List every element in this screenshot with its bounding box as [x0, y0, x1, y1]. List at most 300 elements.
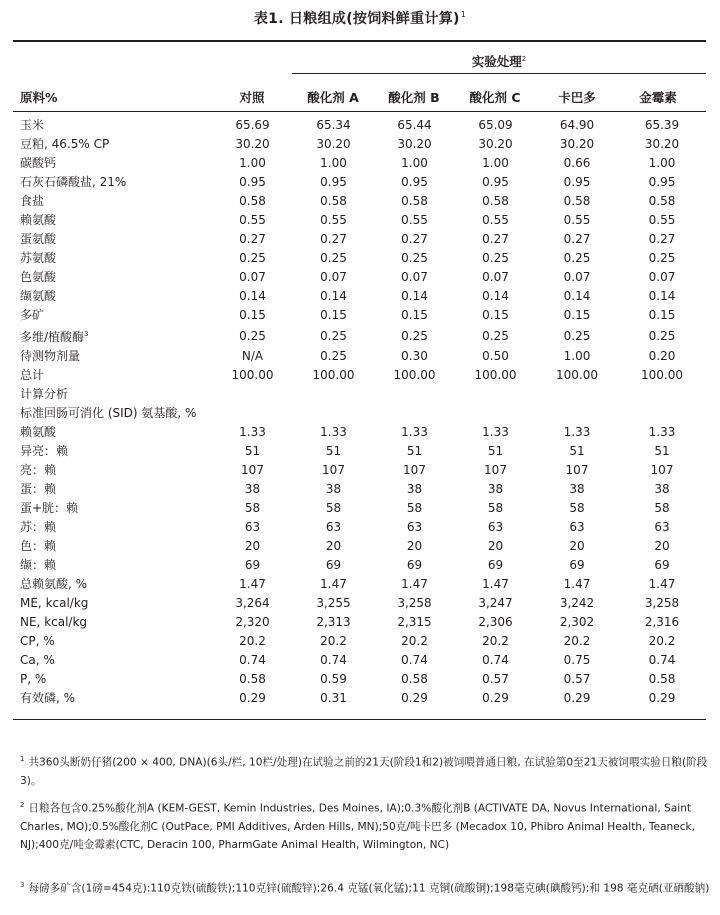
table-cell: 0.25 — [320, 251, 347, 265]
table-row — [13, 249, 706, 268]
table-cell: 0.74 — [320, 653, 347, 667]
table-cell: 38 — [406, 482, 423, 496]
table-cell: 0.29 — [563, 691, 591, 705]
footnote-2-mark: 2 — [20, 801, 25, 809]
row-label-text: Ca, % — [20, 653, 55, 667]
table-cell: 58 — [244, 501, 261, 515]
table-cell: 30.20 — [397, 137, 432, 151]
table-cell: 100.00 — [393, 368, 436, 382]
table-row — [13, 325, 706, 347]
table-cell: 63 — [406, 520, 423, 534]
table-cell: 1.00 — [648, 156, 676, 170]
col-header-control: 对照 — [239, 90, 265, 105]
table-cell: 0.55 — [648, 213, 676, 227]
title-footnote-mark: 1 — [460, 10, 467, 20]
table-cell — [212, 385, 293, 404]
footnote-1 — [20, 750, 710, 790]
footnote-3-mark: 3 — [20, 881, 25, 889]
table-cell: 0.07 — [401, 270, 428, 284]
table-cell: 3,258 — [644, 596, 680, 610]
table-cell: 51 — [569, 444, 585, 458]
table-title-text: 表1. 日粮组成(按饲料鲜重计算) — [253, 11, 460, 27]
table-cell — [618, 385, 706, 404]
table-cell: 1.33 — [563, 425, 591, 439]
table-row — [13, 499, 706, 518]
table-cell: 0.55 — [563, 213, 591, 227]
table-cell: 0.25 — [648, 251, 676, 265]
row-label — [13, 442, 212, 461]
row-label — [13, 423, 212, 442]
row-footnote-mark: 3 — [84, 330, 89, 338]
group-rule — [292, 73, 706, 74]
treatment-group-header — [292, 52, 706, 70]
row-label-text: 计算分析 — [20, 387, 69, 401]
table-cell: 69 — [654, 558, 670, 572]
col-header-acidifier-b: 酸化剂 B — [388, 90, 440, 105]
table-cell: 0.58 — [648, 672, 676, 686]
table-cell: 65.69 — [235, 118, 270, 132]
footnote-2 — [20, 796, 710, 854]
col-header-acidifier-a: 酸化剂 A — [307, 90, 359, 105]
table-cell: 1.47 — [401, 577, 428, 591]
table-row — [13, 347, 706, 366]
table-cell: 0.57 — [482, 672, 509, 686]
table-cell: 0.27 — [401, 232, 428, 246]
row-label-text: 待测物剂量 — [20, 349, 81, 363]
row-label-text: 异亮：赖 — [20, 444, 69, 458]
table-cell: 0.27 — [563, 232, 591, 246]
table-cell: 20 — [569, 539, 585, 553]
table-cell: 51 — [487, 444, 504, 458]
footnote-3 — [20, 876, 710, 898]
table-cell: 69 — [569, 558, 585, 572]
row-label-text: CP, % — [20, 634, 55, 648]
table-cell: 0.50 — [482, 349, 509, 363]
row-label — [13, 518, 212, 537]
table-cell: 63 — [569, 520, 585, 534]
table-cell: 2,315 — [397, 615, 432, 629]
table-cell: 20.2 — [563, 634, 591, 648]
table-row — [13, 651, 706, 670]
table-row — [13, 537, 706, 556]
table-cell: 1.33 — [320, 425, 347, 439]
table-cell: 100.00 — [312, 368, 355, 382]
table-cell: 1.47 — [563, 577, 591, 591]
table-cell: 0.14 — [320, 289, 347, 303]
table-cell: 63 — [654, 520, 670, 534]
row-label-text: 缬氨酸 — [20, 289, 57, 303]
table-row — [13, 366, 706, 385]
table-cell: 0.25 — [482, 251, 509, 265]
table-cell: 0.95 — [239, 175, 266, 189]
header-rule — [13, 111, 706, 112]
table-cell: 0.29 — [482, 691, 509, 705]
table-cell: 0.74 — [482, 653, 509, 667]
table-row — [13, 404, 706, 423]
row-label — [13, 173, 212, 192]
table-cell: 0.25 — [482, 328, 509, 343]
table-cell: 0.74 — [401, 653, 428, 667]
table-cell: 1.47 — [482, 577, 509, 591]
row-label-text: NE, kcal/kg — [20, 615, 88, 629]
table-cell: 20 — [406, 539, 423, 553]
table-cell: 0.07 — [648, 270, 676, 284]
row-label — [13, 594, 212, 613]
table-cell: 20.2 — [401, 634, 428, 648]
table-cell: 0.27 — [648, 232, 676, 246]
table-cell — [212, 404, 293, 423]
table-row — [13, 594, 706, 613]
table-cell: 0.74 — [239, 653, 266, 667]
table-cell — [455, 385, 536, 404]
table-cell: 2,320 — [235, 615, 270, 629]
row-label-text: ME, kcal/kg — [20, 596, 89, 610]
table-cell — [293, 404, 374, 423]
table-cell — [536, 404, 618, 423]
table-cell: 0.29 — [648, 691, 676, 705]
table-row — [13, 575, 706, 594]
row-label-text: 色：赖 — [20, 539, 57, 553]
table-row — [13, 480, 706, 499]
table-cell: 3,255 — [316, 596, 351, 610]
row-label — [13, 689, 212, 708]
table-cell: 0.58 — [401, 672, 428, 686]
table-cell: 0.14 — [648, 289, 676, 303]
table-cell: 3,242 — [559, 596, 595, 610]
row-label-text: 赖氨酸 — [20, 213, 57, 227]
table-cell: 0.27 — [482, 232, 509, 246]
table-cell: 1.47 — [648, 577, 676, 591]
table-cell: 0.29 — [239, 691, 266, 705]
col-header-carbadox: 卡巴多 — [558, 90, 596, 105]
table-cell: 1.47 — [320, 577, 347, 591]
row-label — [13, 385, 212, 404]
table-row — [13, 613, 706, 632]
table-row — [13, 689, 706, 708]
table-cell: 69 — [325, 558, 342, 572]
row-label — [13, 404, 212, 423]
row-label — [13, 116, 212, 135]
row-label — [13, 575, 212, 594]
row-label — [13, 651, 212, 670]
row-label — [13, 537, 212, 556]
table-row — [13, 211, 706, 230]
table-cell: 0.25 — [648, 328, 676, 343]
table-cell: 0.55 — [320, 213, 347, 227]
table-cell: 107 — [322, 463, 345, 477]
table-cell: 3,258 — [397, 596, 432, 610]
table-row — [13, 154, 706, 173]
row-label-text: 多维/植酸酶 — [20, 330, 85, 344]
table-row — [13, 556, 706, 575]
table-cell: 51 — [244, 444, 261, 458]
table-cell: 0.15 — [648, 308, 676, 322]
table-cell: 0.59 — [320, 672, 347, 686]
table-cell: 1.33 — [401, 425, 428, 439]
table-cell: 69 — [244, 558, 261, 572]
table-cell: 0.14 — [482, 289, 509, 303]
table-cell: 0.15 — [482, 308, 509, 322]
table-cell: 30.20 — [559, 137, 595, 151]
table-cell: 100.00 — [556, 368, 598, 382]
row-label — [13, 366, 212, 385]
table-cell: 0.30 — [401, 349, 428, 363]
table-cell: 1.00 — [482, 156, 509, 170]
row-label-text: 石灰石磷酸盐, 21% — [20, 175, 127, 189]
table-row — [13, 135, 706, 154]
table-cell: 0.15 — [401, 308, 428, 322]
table-cell: 63 — [325, 520, 342, 534]
table-cell: 0.58 — [482, 194, 509, 208]
row-label — [13, 325, 212, 347]
table-cell: N/A — [241, 349, 264, 363]
table-cell: 20 — [487, 539, 504, 553]
table-cell: 0.75 — [563, 653, 591, 667]
table-cell: 0.25 — [320, 349, 347, 363]
table-cell: 0.20 — [648, 349, 676, 363]
table-cell — [618, 404, 706, 423]
table-cell: 20.2 — [648, 634, 676, 648]
table-cell: 100.00 — [641, 368, 683, 382]
row-label — [13, 632, 212, 651]
table-cell: 63 — [244, 520, 261, 534]
table-row — [13, 192, 706, 211]
table-cell: 63 — [487, 520, 504, 534]
table-cell: 64.90 — [559, 118, 595, 132]
table-cell: 0.07 — [482, 270, 509, 284]
row-label — [13, 249, 212, 268]
table-cell: 0.74 — [648, 653, 676, 667]
table-cell: 58 — [654, 501, 670, 515]
table-cell: 107 — [565, 463, 589, 477]
table-cell: 0.66 — [563, 156, 591, 170]
table-cell: 38 — [569, 482, 585, 496]
table-cell: 1.00 — [563, 349, 591, 363]
row-label-text: 苏：赖 — [20, 520, 57, 534]
row-label — [13, 613, 212, 632]
table-cell: 0.14 — [401, 289, 428, 303]
table-row — [13, 423, 706, 442]
table-cell: 0.07 — [563, 270, 591, 284]
table-cell: 2,316 — [644, 615, 680, 629]
footnote-1-text: 共360头断奶仔猪(200 × 400, DNA)(6头/栏, 10栏/处理)在试验之前的21天(阶段1和2)被饲喂普通日粮, 在试验第0至21天被饲喂实验日粮(阶段3)。 — [20, 756, 708, 787]
table-cell: 0.95 — [320, 175, 347, 189]
row-label-text: 标准回肠可消化 (SID) 氨基酸, % — [20, 406, 197, 420]
table-cell: 58 — [487, 501, 504, 515]
top-rule — [13, 40, 706, 42]
table-cell: 30.20 — [235, 137, 270, 151]
table-row — [13, 268, 706, 287]
table-cell: 1.33 — [482, 425, 509, 439]
row-label — [13, 135, 212, 154]
table-cell: 30.20 — [478, 137, 513, 151]
row-label-text: 色氨酸 — [20, 270, 57, 284]
row-label-text: 多矿 — [20, 308, 45, 322]
table-cell: 0.15 — [563, 308, 591, 322]
footnote-2-text: 日粮各包含0.25%酸化剂A (KEM-GEST, Kemin Industries, Des Moines, IA);0.3%酸化剂B (ACTIVATE DA, Novus International, Saint Charles, MO);0.5%酸化剂C (OutPace, PMI Additives, Arden Hills, MN);50克/吨卡巴多 (Mecadox 10, Phibro Animal Health, Teaneck, NJ);400克/吨金霉素(CTC, Deracin 100, PharmGate Animal Health, Wilmington, NC) — [20, 802, 696, 851]
row-label — [13, 480, 212, 499]
table-cell — [536, 385, 618, 404]
table-cell: 2,313 — [316, 615, 351, 629]
table-cell: 69 — [487, 558, 504, 572]
table-cell: 51 — [325, 444, 342, 458]
table-cell: 58 — [325, 501, 342, 515]
table-cell: 0.15 — [239, 308, 266, 322]
table-cell: 3,264 — [235, 596, 270, 610]
table-cell: 100.00 — [474, 368, 517, 382]
table-cell — [374, 404, 455, 423]
row-label-text: P, % — [20, 672, 47, 686]
table-row — [13, 116, 706, 135]
diet-composition-table — [13, 116, 706, 708]
table-cell: 51 — [406, 444, 423, 458]
row-label-text: 苏氨酸 — [20, 251, 57, 265]
table-cell: 0.25 — [401, 251, 428, 265]
table-cell: 30.20 — [644, 137, 680, 151]
table-cell: 1.33 — [239, 425, 266, 439]
row-label — [13, 461, 212, 480]
row-label-text: 玉米 — [20, 118, 45, 132]
table-cell: 0.58 — [648, 194, 676, 208]
table-row — [13, 173, 706, 192]
table-cell: 20 — [654, 539, 670, 553]
table-cell: 0.27 — [239, 232, 266, 246]
row-label — [13, 347, 212, 366]
table-cell: 0.95 — [563, 175, 591, 189]
table-cell: 0.25 — [239, 251, 266, 265]
table-cell: 20 — [244, 539, 261, 553]
table-row — [13, 670, 706, 689]
table-cell: 0.29 — [401, 691, 428, 705]
table-cell: 58 — [406, 501, 423, 515]
table-cell: 3,247 — [478, 596, 513, 610]
table-cell: 0.27 — [320, 232, 347, 246]
table-cell: 20.2 — [239, 634, 266, 648]
col-header-ingredient: 原料% — [20, 90, 58, 105]
row-label-text: 蛋+胱：赖 — [20, 501, 79, 515]
row-label-text: 食盐 — [20, 194, 45, 208]
row-label-text: 亮：赖 — [20, 463, 57, 477]
table-row — [13, 632, 706, 651]
table-cell: 0.57 — [563, 672, 591, 686]
row-label-text: 总计 — [20, 368, 45, 382]
col-header-acidifier-c: 酸化剂 C — [469, 90, 521, 105]
row-label — [13, 230, 212, 249]
row-label-text: 豆粕, 46.5% CP — [20, 137, 110, 151]
table-cell: 20.2 — [482, 634, 509, 648]
table-cell: 38 — [487, 482, 504, 496]
treatment-group-label: 实验处理 — [471, 54, 522, 69]
table-cell: 0.58 — [401, 194, 428, 208]
table-cell: 2,302 — [559, 615, 595, 629]
table-cell: 65.34 — [316, 118, 351, 132]
table-row — [13, 461, 706, 480]
table-cell: 1.47 — [239, 577, 266, 591]
table-row — [13, 306, 706, 325]
table-cell: 0.15 — [320, 308, 347, 322]
table-cell: 1.00 — [401, 156, 428, 170]
table-cell: 0.25 — [320, 328, 347, 343]
table-cell: 107 — [241, 463, 264, 477]
treatment-footnote-mark: 2 — [521, 54, 527, 63]
row-label — [13, 306, 212, 325]
table-cell: 30.20 — [316, 137, 351, 151]
table-cell: 0.14 — [563, 289, 591, 303]
row-label-text: 碳酸钙 — [20, 156, 57, 170]
table-cell: 0.14 — [239, 289, 266, 303]
table-cell: 0.25 — [563, 328, 591, 343]
table-cell: 51 — [654, 444, 670, 458]
table-cell: 1.00 — [320, 156, 347, 170]
table-cell: 0.55 — [401, 213, 428, 227]
row-label — [13, 499, 212, 518]
row-label — [13, 287, 212, 306]
table-cell: 1.33 — [648, 425, 676, 439]
table-cell: 0.58 — [563, 194, 591, 208]
row-label-text: 蛋：赖 — [20, 482, 57, 496]
row-label-text: 缬：赖 — [20, 558, 57, 572]
table-cell: 65.09 — [478, 118, 513, 132]
footnote-1-mark: 1 — [20, 755, 25, 763]
row-label — [13, 556, 212, 575]
table-row — [13, 287, 706, 306]
table-row — [13, 518, 706, 537]
row-label-text: 有效磷, % — [20, 691, 76, 705]
table-row — [13, 230, 706, 249]
table-cell — [455, 404, 536, 423]
table-cell — [293, 385, 374, 404]
table-cell: 107 — [650, 463, 674, 477]
row-label — [13, 154, 212, 173]
table-cell: 2,306 — [478, 615, 513, 629]
table-body — [13, 116, 706, 708]
row-label-text: 总赖氨酸, % — [20, 577, 88, 591]
table-cell: 0.58 — [239, 194, 266, 208]
table-cell: 65.39 — [644, 118, 680, 132]
row-label-text: 蛋氨酸 — [20, 232, 57, 246]
col-header-chlortetracycline: 金霉素 — [639, 90, 677, 105]
table-cell: 20.2 — [320, 634, 347, 648]
table-cell: 0.58 — [320, 194, 347, 208]
table-cell: 0.95 — [648, 175, 676, 189]
table-cell: 0.55 — [482, 213, 509, 227]
table-title — [0, 8, 720, 28]
table-cell: 20 — [325, 539, 342, 553]
row-label — [13, 670, 212, 689]
table-cell — [374, 385, 455, 404]
table-cell: 0.58 — [239, 672, 266, 686]
row-label-text: 赖氨酸 — [20, 425, 57, 439]
table-cell: 0.25 — [401, 328, 428, 343]
row-label — [13, 268, 212, 287]
footnote-3-text: 每磅多矿含(1磅=454克):110克铁(硫酸铁);110克锌(硫酸锌);26.4 克锰(氧化锰);11 克铜(硫酸铜);198毫克碘(碘酸钙);和 198 毫克硒(亚硒酸钠) — [28, 882, 710, 895]
table-cell: 0.31 — [320, 691, 347, 705]
table-cell: 107 — [484, 463, 507, 477]
table-cell: 0.25 — [239, 328, 266, 343]
table-row — [13, 385, 706, 404]
table-cell: 69 — [406, 558, 423, 572]
table-cell: 0.95 — [401, 175, 428, 189]
table-cell: 58 — [569, 501, 585, 515]
row-label — [13, 192, 212, 211]
row-label — [13, 211, 212, 230]
table-cell: 38 — [244, 482, 261, 496]
bottom-rule — [13, 719, 706, 720]
table-cell: 100.00 — [231, 368, 274, 382]
table-cell: 38 — [325, 482, 342, 496]
table-cell: 0.07 — [239, 270, 266, 284]
table-cell: 65.44 — [397, 118, 432, 132]
